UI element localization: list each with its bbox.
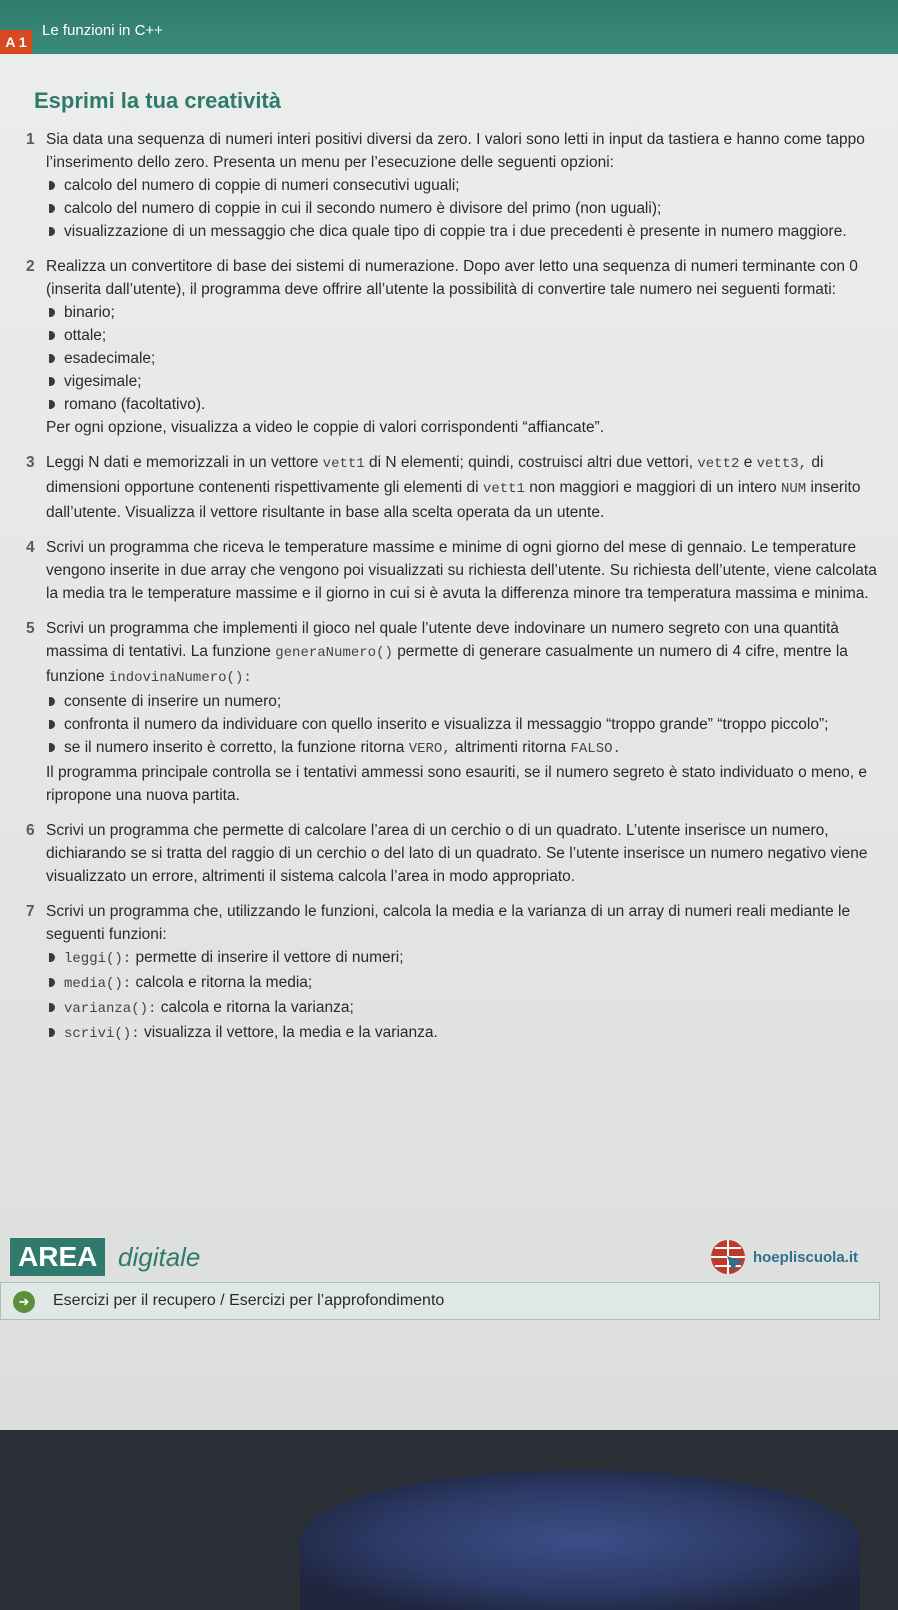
bullet-item: leggi(): permette di inserire il vettore di numeri; [46,946,892,971]
area-digitale-box [0,1232,898,1322]
globe-icon [709,1238,747,1276]
exercise-text: Scrivi un programma che permette di calcolare l’area di un cerchio o di un quadrato. L’utente inserisce un numero, dichiarando se si tratta del raggio di un cerchio o del lato di un quadrato. Se l’utente inserisce un numero negativo viene visualizzato un errore, altrimenti il sistema calcola l’area in modo appropriato. [46,822,868,885]
bullet-item: vigesimale; [46,370,892,393]
exercise-text: Scrivi un programma che riceva le temperature massime e minime di ogni giorno del mese di gennaio. Le temperature vengono inserite in due array che vengono poi visualizzati su richiesta dell’utente. Su richiesta dell’utente, viene calcolata la media tra le temperature massime e il giorno in cui si è avuta la differenza minore tra temperatura massima e minima. [46,539,877,602]
bullet-item: calcolo del numero di coppie di numeri consecutivi uguali; [46,174,892,197]
bullet-item: esadecimale; [46,347,892,370]
exercise-bullets [46,690,892,761]
area-label: AREA [10,1238,105,1276]
bullet-item: ottale; [46,324,892,347]
chapter-title: Le funzioni in C++ [42,22,163,39]
area-link-row[interactable] [0,1282,880,1320]
bullet-item: calcolo del numero di coppie in cui il secondo numero è divisore del primo (non uguali); [46,197,892,220]
bullet-item: se il numero inserito è corretto, la funzione ritorna VERO, altrimenti ritorna FALSO. [46,736,892,761]
bullet-item: visualizzazione di un messaggio che dica quale tipo di coppie tra i due precedenti è presente in numero maggiore. [46,220,892,243]
brand-text: hoepliscuola.it [752,1248,858,1266]
area-link-text[interactable]: Esercizi per il recupero / Esercizi per l’approfondimento [53,1292,445,1309]
exercise-3 [26,451,892,524]
bullet-item: varianza(): calcola e ritorna la varianza; [46,996,892,1021]
exercise-6 [26,819,892,888]
arrow-circle-icon: ➜ [13,1291,35,1313]
exercise-trail: Il programma principale controlla se i tentativi ammessi sono esauriti, se il numero segreto è stato individuato o meno, e ripropone una nuova partita. [46,764,868,804]
exercise-text: Sia data una sequenza di numeri interi positivi diversi da zero. I valori sono letti in input da tastiera e hanno come tappo l’inserimento dello zero. Presenta un menu per l’esecuzione delle seguenti opzioni: [46,131,865,171]
exercise-number: 1 [26,131,35,148]
bullet-item: media(): calcola e ritorna la media; [46,971,892,996]
bullet-item: confronta il numero da individuare con quello inserito e visualizza il messaggio “troppo grande” “troppo piccolo”; [46,713,892,736]
section-title: Esprimi la tua creatività [34,88,281,113]
exercise-number: 6 [26,822,35,839]
exercise-number: 2 [26,258,35,275]
bullet-item: romano (facoltativo). [46,393,892,416]
exercise-bullets [46,174,892,243]
bullet-item: binario; [46,301,892,324]
exercise-number: 4 [26,539,35,556]
exercise-number: 7 [26,903,35,920]
exercise-text: Leggi N dati e memorizzali in un vettore vett1 di N elementi; quindi, costruisci altri due vettori, vett2 e vett3, di dimensioni opportune contenenti rispettivamente gli elementi di vett1 non maggiori e maggiori di un intero NUM inserito dall’utente. Visualizza il vettore risultante in base alla scelta operata da un utente. [46,454,861,521]
exercise-4 [26,536,892,605]
area-digitale-label: digitale [118,1242,201,1272]
chapter-number: A 1 [0,30,32,54]
bullet-item: consente di inserire un numero; [46,690,892,713]
exercise-2 [26,255,892,439]
background-cloth [300,1470,860,1610]
hoepli-brand[interactable] [709,1238,858,1276]
exercise-text: Scrivi un programma che implementi il gioco nel quale l’utente deve indovinare un numero segreto con una quantità massima di tentativi. La funzione generaNumero() permette di generare casualmente un numero di 4 cifre, mentre la funzione indovinaNumero(): [46,620,848,686]
exercise-list [26,128,892,1058]
exercise-5 [26,617,892,807]
bullet-item: scrivi(): visualizza il vettore, la media e la varianza. [46,1021,892,1046]
exercise-text: Scrivi un programma che, utilizzando le funzioni, calcola la media e la varianza di un array di numeri reali mediante le seguenti funzioni: [46,903,851,943]
exercise-text: Realizza un convertitore di base dei sistemi di numerazione. Dopo aver letto una sequenza di numeri terminante con 0 (inserita dall’utente), il programma deve offrire all’utente la possibilità di convertire tale numero nei seguenti formati: [46,258,858,298]
chapter-header-bar [0,0,898,54]
exercise-1 [26,128,892,243]
exercise-number: 3 [26,454,35,471]
exercise-bullets [46,301,892,416]
exercise-7 [26,900,892,1046]
exercise-bullets [46,946,892,1046]
exercise-number: 5 [26,620,35,637]
exercise-trail: Per ogni opzione, visualizza a video le coppie di valori corrispondenti “affiancate”. [46,419,605,436]
